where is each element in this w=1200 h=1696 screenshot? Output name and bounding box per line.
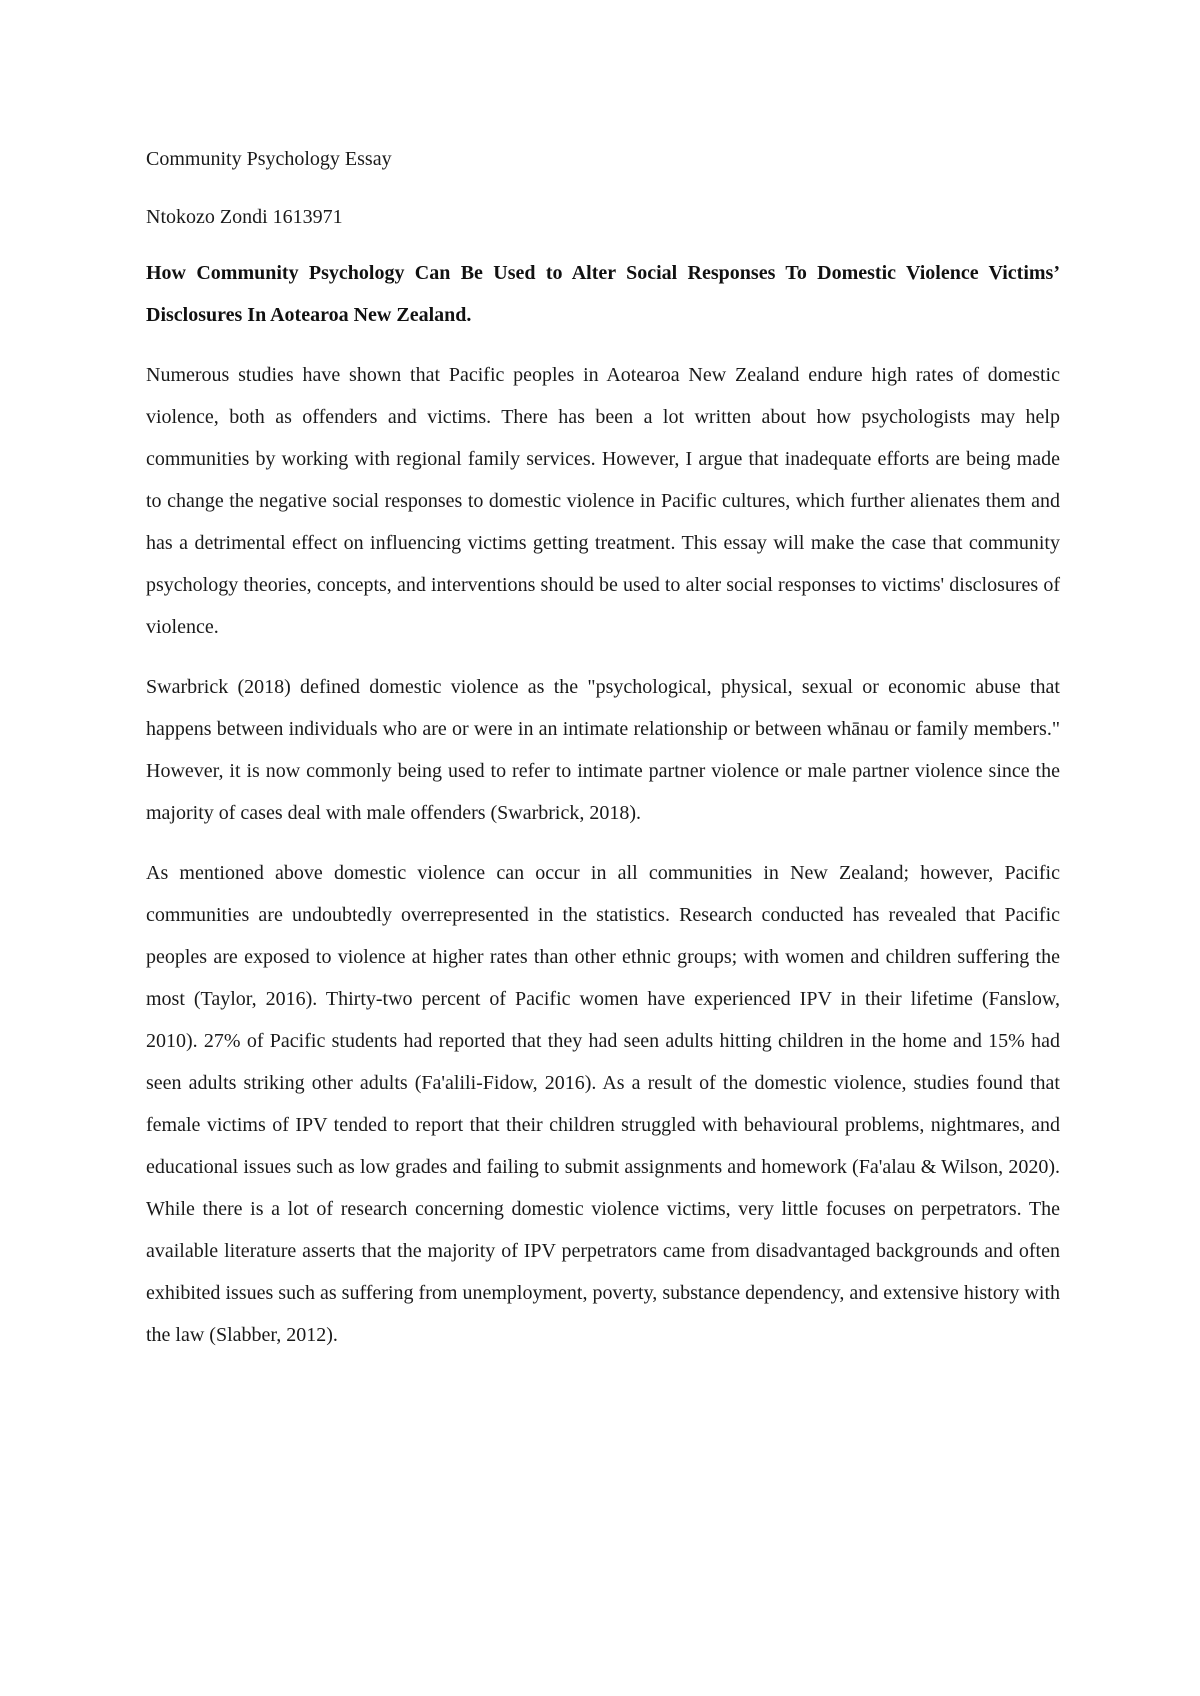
paragraph-intro: Numerous studies have shown that Pacific peoples in Aotearoa New Zealand endure high rates of domestic violence, both as offenders and victims. There has been a lot written about how psychologists may help communities by working with regional family services. However, I argue that inadequate efforts are being made to change the negative social responses to domestic violence in Pacific cultures, which further alienates them and has a detrimental effect on influencing victims getting treatment. This essay will make the case that community psychology theories, concepts, and interventions should be used to alter social responses to victims' disclosures of violence. <box>146 364 1060 638</box>
course-title: Community Psychology Essay <box>146 148 392 170</box>
paragraph-statistics: As mentioned above domestic violence can occur in all communities in New Zealand; however, Pacific communities are undoubtedly overrepresented in the statistics. Research conducted has revealed that Pacific peoples are exposed to violence at higher rates than other ethnic groups; with women and children suffering the most (Taylor, 2016). Thirty-two percent of Pacific women have experienced IPV in their lifetime (Fanslow, 2010). 27% of Pacific students had reported that they had seen adults hitting children in the home and 15% had seen adults striking other adults (Fa'alili-Fidow, 2016). As a result of the domestic violence, studies found that female victims of IPV tended to report that their children struggled with behavioural problems, nightmares, and educational issues such as low grades and failing to submit assignments and homework (Fa'alau & Wilson, 2020). While there is a lot of research concerning domestic violence victims, very little focuses on perpetrators. The available literature asserts that the majority of IPV perpetrators came from disadvantaged backgrounds and often exhibited issues such as suffering from unemployment, poverty, substance dependency, and extensive history with the law (Slabber, 2012). <box>146 862 1060 1346</box>
author-line: Ntokozo Zondi 1613971 <box>146 206 343 228</box>
paragraph-definition: Swarbrick (2018) defined domestic violence as the "psychological, physical, sexual or economic abuse that happens between individuals who are or were in an intimate relationship or between whānau or family members." However, it is now commonly being used to refer to intimate partner violence or male partner violence since the majority of cases deal with male offenders (Swarbrick, 2018). <box>146 676 1060 824</box>
essay-title: How Community Psychology Can Be Used to Alter Social Responses To Domestic Violence Victims’ Disclosures In Aotearoa New Zealand. <box>146 262 1060 326</box>
document-body <box>146 144 1060 1374</box>
